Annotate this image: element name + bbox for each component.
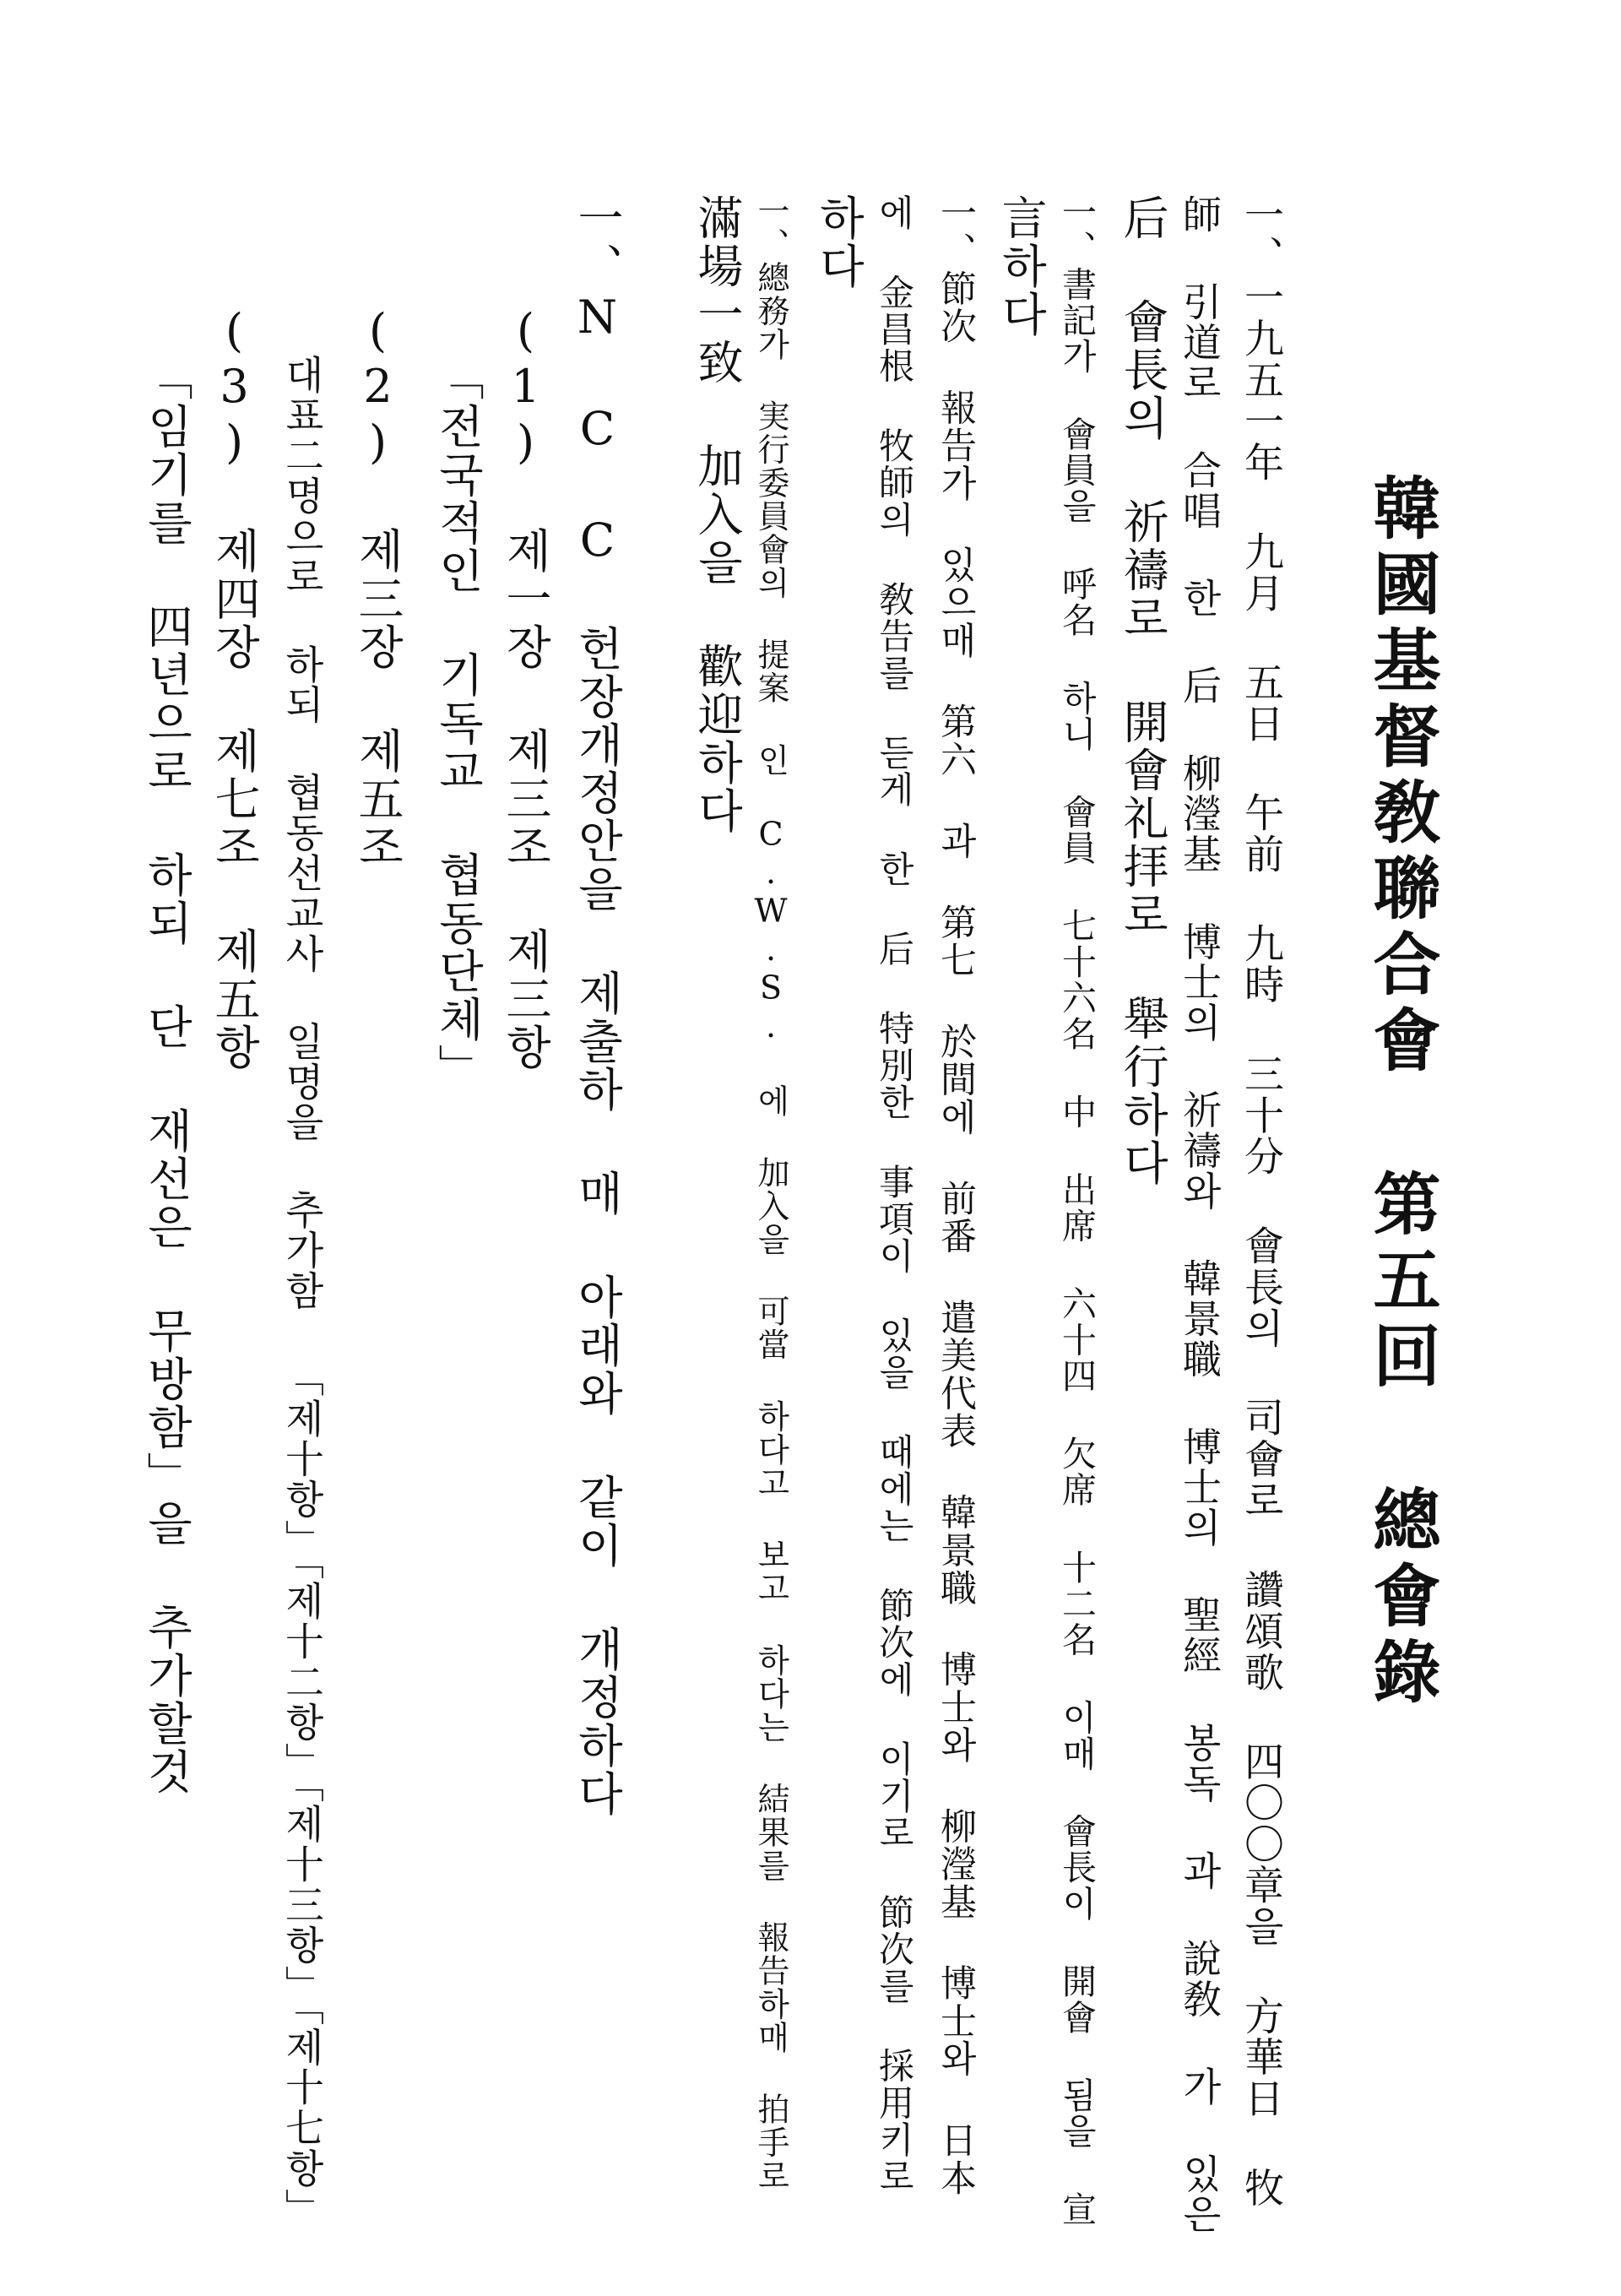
text-column: 「전국적인 기독교 협동단체」 [431, 355, 485, 1092]
text-column: 后 會長의 祈禱로 開會礼拝로 舉行하다 [1116, 194, 1169, 1187]
text-column: 滿場一致 加入을 歡迎하다 [691, 194, 744, 835]
text-column: 師 引道로 合唱 한 后 柳瀅基 博士의 祈禱와 韓景職 博士의 聖經 봉독 과 說敎 가 있은 [1177, 194, 1223, 2235]
text-column: 一、一九五一年 九月 五日 午前 九時 三十分 會長의 司會로 讚頌歌 四〇〇章을 方華日 牧 [1238, 194, 1284, 2209]
text-column: 一、書記가 會員을 呼名 하니 會員 七十六名 中 出席 六十四 欠席 十二名 이매 會長이 開會 됨을 宣 [1056, 194, 1097, 2228]
text-column: 대표二명으로 하되 협동선교사 일명을 추가함 「제十항」「제十二항」「제十三항」「제十七항」 [279, 355, 325, 2229]
text-column: (1) 제一장 제三조 제三항 [499, 304, 552, 1072]
text-column: 一、N C C 헌장개정안을 제출하 매 아래와 같이 개정하다 [571, 194, 624, 1818]
text-column: 하다 [812, 194, 865, 290]
text-column: 言하다 [995, 194, 1048, 339]
text-column: 一、總務가 実行委員會의 提案 인 C.W.S. 에 加入을 可當 하다고 보고 하다는 結果를 報告하매 拍手로 [752, 194, 789, 2193]
text-column: 「임기를 四년으로 하되 단 재선은 무방함」을 추가할것 [140, 355, 193, 1796]
text-column: (3) 제四장 제七조 제五항 [208, 304, 261, 1072]
text-column: 一、節次 報告가 있으매 第六 과 第七 於間에 前番 遣美代表 韓景職 博士와 柳瀅基 博士와 日本 [935, 194, 977, 2197]
text-column: 에 金昌根 牧師의 敎告를 듣게 한 后 特別한 事項이 있을 때에는 節次에 이기로 節次를 採用키로 [874, 194, 915, 2196]
text-column: (2) 제三장 제五조 [351, 304, 404, 871]
document-title: 韓國基督敎聯合會 第五回 總會錄 [1362, 473, 1441, 1713]
